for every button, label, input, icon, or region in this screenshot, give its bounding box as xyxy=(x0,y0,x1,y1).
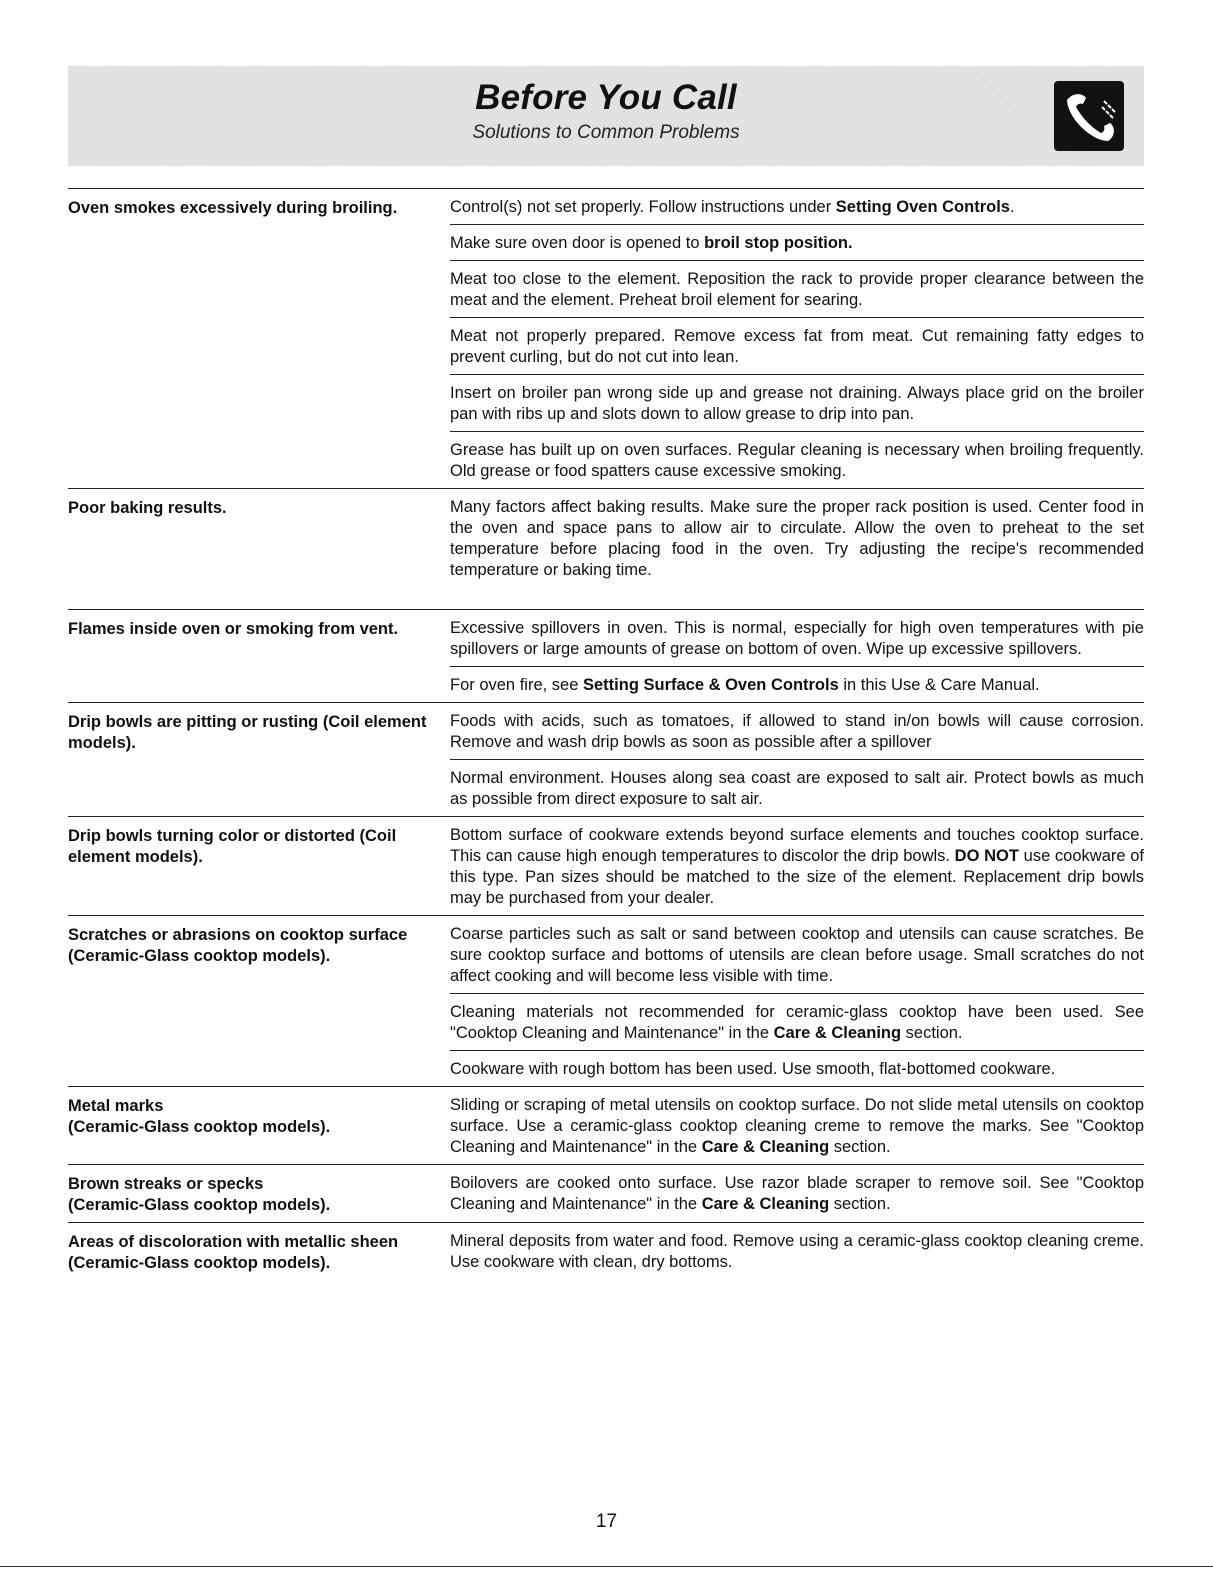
solution-text xyxy=(450,317,1144,374)
solution-text xyxy=(450,224,1144,260)
solutions-list xyxy=(450,1223,1144,1280)
text-segment: Sliding or scraping of metal utensils on cooktop surface. Do not slide metal utensils on cooktop surface. Use a ceramic-glass cooktop cleaning creme to remove the marks. See "Cooktop Cleaning and Maintenance" in the xyxy=(450,1096,1144,1156)
solutions-list xyxy=(450,703,1144,816)
solution-text xyxy=(450,666,1144,702)
text-segment: Make sure oven door is opened to xyxy=(450,234,705,252)
troubleshooting-table xyxy=(68,188,1144,1280)
emphasis-text: Care & Cleaning xyxy=(701,1138,830,1156)
solutions-list xyxy=(450,189,1144,488)
problem-label: Areas of discoloration with metallic sheen (Ceramic-Glass cooktop models). xyxy=(68,1233,399,1272)
text-segment: Insert on broiler pan wrong side up and grease not draining. Always place grid on the broiler pan with ribs up and slots down to allow grease to drip into pan. xyxy=(450,384,1144,423)
emphasis-text: DO NOT xyxy=(954,847,1019,865)
problem-row xyxy=(68,488,1144,587)
emphasis-text: Setting Oven Controls xyxy=(835,198,1010,216)
emphasis-text: Care & Cleaning xyxy=(701,1195,830,1213)
problem-row xyxy=(68,816,1144,915)
problem-label: Flames inside oven or smoking from vent. xyxy=(68,620,399,638)
text-segment: Normal environment. Houses along sea coast are exposed to salt air. Protect bowls as much as possible from direct exposure to salt air. xyxy=(450,769,1144,808)
solution-text xyxy=(450,1050,1144,1086)
solutions-list xyxy=(450,817,1144,915)
text-segment: in this Use & Care Manual. xyxy=(838,676,1040,694)
text-segment: use cookware of this type. Pan sizes should be matched to the size of the element. Replacement drip bowls may be purchased from your dealer. xyxy=(450,847,1144,907)
text-segment: section. xyxy=(901,1024,963,1042)
problem-row xyxy=(68,915,1144,1086)
solutions-list xyxy=(450,489,1144,587)
solution-text xyxy=(450,1087,1144,1164)
problem-row xyxy=(68,609,1144,702)
solution-text xyxy=(450,260,1144,317)
problem-row xyxy=(68,1164,1144,1222)
problem-row xyxy=(68,702,1144,816)
text-segment: Control(s) not set properly. Follow instructions under xyxy=(450,198,836,216)
text-segment: Mineral deposits from water and food. Remove using a ceramic-glass cooktop cleaning creme. Use cookware with clean, dry bottoms. xyxy=(450,1232,1144,1271)
problem-row xyxy=(68,188,1144,488)
solution-text xyxy=(450,703,1144,759)
solutions-list xyxy=(450,916,1144,1086)
text-segment: Grease has built up on oven surfaces. Regular cleaning is necessary when broiling frequently. Old grease or food spatters cause excessive smoking. xyxy=(450,441,1144,480)
problem-label: Drip bowls turning color or distorted (Coil element models). xyxy=(68,827,397,866)
page-title: Before You Call xyxy=(475,78,737,117)
solution-text xyxy=(450,1223,1144,1279)
solution-text xyxy=(450,189,1144,224)
emphasis-text: Setting Surface & Oven Controls xyxy=(582,676,839,694)
header-banner xyxy=(68,66,1144,166)
solution-text xyxy=(450,993,1144,1050)
text-segment: Coarse particles such as salt or sand between cooktop and utensils can cause scratches. Be sure cooktop surface and bottoms of utensils are clean before usage. Small scratches do not affect cooking and will become less visible with time. xyxy=(450,925,1144,985)
solution-text xyxy=(450,759,1144,816)
text-segment: Bottom surface of cookware extends beyond surface elements and touches cooktop surface. This can cause high enough temperatures to discolor the drip bowls. xyxy=(450,826,1144,865)
text-segment: . xyxy=(1009,198,1015,216)
page-subtitle: Solutions to Common Problems xyxy=(472,122,740,143)
bottom-rule xyxy=(0,1566,1213,1567)
problem-label: Drip bowls are pitting or rusting (Coil element models). xyxy=(68,713,427,752)
problem-label: Poor baking results. xyxy=(68,499,227,517)
text-segment: section. xyxy=(829,1195,891,1213)
solutions-list xyxy=(450,1165,1144,1222)
solutions-list xyxy=(450,1087,1144,1164)
problem-row xyxy=(68,1086,1144,1164)
text-segment: Boilovers are cooked onto surface. Use razor blade scraper to remove soil. See "Cooktop Cleaning and Maintenance" in the xyxy=(450,1174,1144,1213)
solution-text xyxy=(450,489,1144,587)
problem-label: Oven smokes excessively during broiling. xyxy=(68,199,398,217)
emphasis-text: broil stop position. xyxy=(704,234,853,252)
problem-label: Metal marks (Ceramic-Glass cooktop models). xyxy=(68,1097,331,1136)
page-number: 17 xyxy=(595,1511,618,1532)
solution-text xyxy=(450,374,1144,431)
solution-text xyxy=(450,1165,1144,1221)
text-segment: Many factors affect baking results. Make sure the proper rack position is used. Center food in the oven and space pans to allow air to circulate. Allow the oven to preheat to the set temperature before placing food in the oven. Try adjusting the recipe's recommended temperature or baking time. xyxy=(450,498,1144,579)
text-segment: For oven fire, see xyxy=(450,676,583,694)
solution-text xyxy=(450,916,1144,993)
text-segment: Foods with acids, such as tomatoes, if allowed to stand in/on bowls will cause corrosion. Remove and wash drip bowls as soon as possible after a spillover xyxy=(450,712,1144,751)
text-segment: Meat not properly prepared. Remove excess fat from meat. Cut remaining fatty edges to prevent curling, but do not cut into lean. xyxy=(450,327,1144,366)
phone-icon xyxy=(1054,81,1124,151)
solution-text xyxy=(450,817,1144,915)
text-segment: Cookware with rough bottom has been used. Use smooth, flat-bottomed cookware. xyxy=(450,1060,1056,1078)
emphasis-text: Care & Cleaning xyxy=(773,1024,902,1042)
text-segment: Meat too close to the element. Reposition the rack to provide proper clearance between the meat and the element. Preheat broil element for searing. xyxy=(450,270,1144,309)
text-segment: section. xyxy=(829,1138,891,1156)
problem-label: Scratches or abrasions on cooktop surface (Ceramic-Glass cooktop models). xyxy=(68,926,408,965)
solution-text xyxy=(450,610,1144,666)
solutions-list xyxy=(450,610,1144,702)
problem-row xyxy=(68,1222,1144,1280)
text-segment: Cleaning materials not recommended for ceramic-glass cooktop have been used. See "Cooktop Cleaning and Maintenance" in the xyxy=(450,1003,1144,1042)
problem-label: Brown streaks or specks (Ceramic-Glass cooktop models). xyxy=(68,1175,331,1214)
solution-text xyxy=(450,431,1144,488)
text-segment: Excessive spillovers in oven. This is normal, especially for high oven temperatures with pie spillovers or large amounts of grease on bottom of oven. Wipe up excessive spillovers. xyxy=(450,619,1144,658)
